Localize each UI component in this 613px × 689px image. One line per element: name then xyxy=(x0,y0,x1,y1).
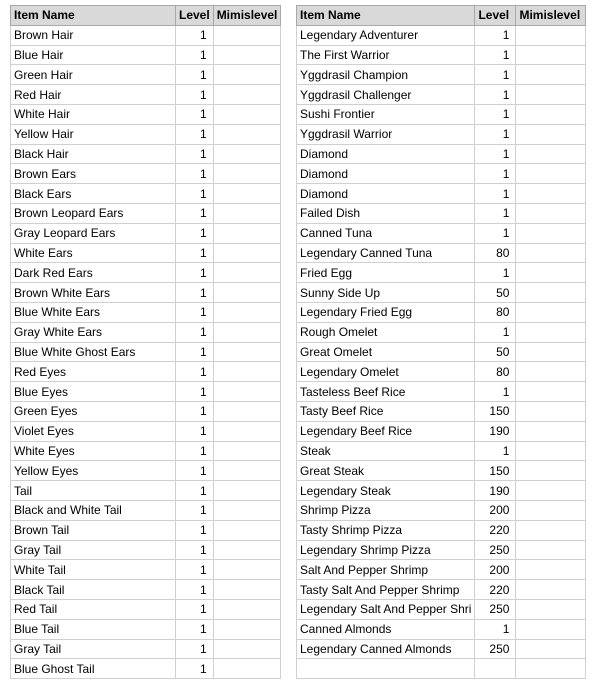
level-cell[interactable]: 1 xyxy=(176,104,214,124)
item-name-cell[interactable]: Black Ears xyxy=(11,184,176,204)
table-row xyxy=(297,164,586,184)
level-cell[interactable]: 200 xyxy=(475,560,516,580)
header-row xyxy=(297,6,586,26)
header-item-name[interactable]: Item Name xyxy=(297,6,475,26)
level-cell[interactable]: 1 xyxy=(176,184,214,204)
table-row xyxy=(297,639,586,659)
header-mimislevel[interactable]: Mimislevel xyxy=(213,6,281,26)
mimislevel-cell[interactable] xyxy=(213,104,281,124)
table-row xyxy=(11,45,281,65)
item-name-cell[interactable]: White Tail xyxy=(11,560,176,580)
mimislevel-cell[interactable] xyxy=(213,619,281,639)
item-name-cell[interactable]: Brown Leopard Ears xyxy=(11,203,176,223)
table-row xyxy=(11,481,281,501)
level-cell[interactable]: 80 xyxy=(475,362,516,382)
item-name-cell[interactable]: Sushi Frontier xyxy=(297,104,475,124)
level-cell[interactable]: 1 xyxy=(176,560,214,580)
item-name-cell[interactable]: White Ears xyxy=(11,243,176,263)
table-row xyxy=(297,322,586,342)
mimislevel-cell[interactable] xyxy=(516,25,586,45)
table-row xyxy=(297,599,586,619)
mimislevel-cell[interactable] xyxy=(213,580,281,600)
mimislevel-cell[interactable] xyxy=(516,461,586,481)
level-cell[interactable]: 1 xyxy=(176,500,214,520)
item-name-cell[interactable]: Green Hair xyxy=(11,65,176,85)
item-name-cell[interactable]: Rough Omelet xyxy=(297,322,475,342)
table-row xyxy=(297,580,586,600)
item-name-cell[interactable]: Yellow Eyes xyxy=(11,461,176,481)
level-cell[interactable]: 1 xyxy=(176,362,214,382)
level-cell[interactable]: 80 xyxy=(475,243,516,263)
level-cell[interactable]: 1 xyxy=(475,45,516,65)
level-cell[interactable]: 1 xyxy=(176,580,214,600)
mimislevel-cell[interactable] xyxy=(213,401,281,421)
item-name-cell[interactable]: Tasty Salt And Pepper Shrimp xyxy=(297,580,475,600)
table-row xyxy=(297,203,586,223)
level-cell[interactable]: 1 xyxy=(176,164,214,184)
table-row xyxy=(11,302,281,322)
level-cell[interactable]: 1 xyxy=(176,659,214,679)
mimislevel-cell[interactable] xyxy=(213,45,281,65)
mimislevel-cell[interactable] xyxy=(516,362,586,382)
item-name-cell[interactable]: Blue White Ghost Ears xyxy=(11,342,176,362)
item-name-cell[interactable]: Tasty Beef Rice xyxy=(297,401,475,421)
item-name-cell[interactable]: Canned Almonds xyxy=(297,619,475,639)
item-name-cell[interactable]: Yellow Hair xyxy=(11,124,176,144)
level-cell[interactable]: 1 xyxy=(176,639,214,659)
level-cell[interactable]: 1 xyxy=(176,65,214,85)
table-row xyxy=(297,619,586,639)
level-cell[interactable]: 1 xyxy=(176,599,214,619)
level-cell[interactable]: 1 xyxy=(475,382,516,402)
item-name-cell[interactable]: Failed Dish xyxy=(297,203,475,223)
mimislevel-cell[interactable] xyxy=(213,342,281,362)
table-row xyxy=(11,560,281,580)
mimislevel-cell[interactable] xyxy=(213,85,281,105)
table-row xyxy=(11,164,281,184)
mimislevel-cell[interactable] xyxy=(516,619,586,639)
table-row xyxy=(297,362,586,382)
mimislevel-cell[interactable] xyxy=(213,223,281,243)
mimislevel-cell[interactable] xyxy=(213,421,281,441)
item-name-cell[interactable]: Gray Tail xyxy=(11,639,176,659)
item-name-cell[interactable]: Steak xyxy=(297,441,475,461)
item-name-cell[interactable]: Legendary Adventurer xyxy=(297,25,475,45)
level-cell[interactable]: 50 xyxy=(475,283,516,303)
level-cell[interactable]: 220 xyxy=(475,520,516,540)
mimislevel-cell[interactable] xyxy=(516,45,586,65)
level-cell[interactable]: 1 xyxy=(176,441,214,461)
table-row xyxy=(11,639,281,659)
header-level[interactable]: Level xyxy=(176,6,214,26)
mimislevel-cell[interactable] xyxy=(213,599,281,619)
item-name-cell[interactable]: White Eyes xyxy=(11,441,176,461)
item-name-cell[interactable]: Fried Egg xyxy=(297,263,475,283)
table-row xyxy=(297,104,586,124)
level-cell[interactable]: 1 xyxy=(176,619,214,639)
item-name-cell[interactable]: Gray Tail xyxy=(11,540,176,560)
item-name-cell[interactable]: Yggdrasil Challenger xyxy=(297,85,475,105)
table-row xyxy=(11,461,281,481)
level-cell[interactable]: 1 xyxy=(475,619,516,639)
item-name-cell[interactable]: Brown White Ears xyxy=(11,283,176,303)
level-cell[interactable]: 1 xyxy=(176,283,214,303)
item-name-cell[interactable]: Great Steak xyxy=(297,461,475,481)
table-row xyxy=(11,104,281,124)
item-name-cell[interactable]: Legendary Shrimp Pizza xyxy=(297,540,475,560)
level-cell[interactable]: 1 xyxy=(176,520,214,540)
item-name-cell[interactable]: Tail xyxy=(11,481,176,501)
item-name-cell[interactable]: White Hair xyxy=(11,104,176,124)
mimislevel-cell[interactable] xyxy=(516,540,586,560)
mimislevel-cell[interactable] xyxy=(213,203,281,223)
item-name-cell[interactable]: Red Tail xyxy=(11,599,176,619)
mimislevel-cell[interactable] xyxy=(516,223,586,243)
item-name-cell[interactable]: Red Eyes xyxy=(11,362,176,382)
table-row xyxy=(297,25,586,45)
level-cell[interactable]: 1 xyxy=(475,65,516,85)
level-cell[interactable]: 1 xyxy=(176,302,214,322)
mimislevel-cell[interactable] xyxy=(213,500,281,520)
mimislevel-cell[interactable] xyxy=(516,401,586,421)
table-row xyxy=(297,659,586,679)
table-row xyxy=(297,45,586,65)
item-name-cell[interactable]: Legendary Salt And Pepper Shri xyxy=(297,599,475,619)
level-cell[interactable]: 1 xyxy=(176,401,214,421)
table-row xyxy=(297,500,586,520)
table-row xyxy=(11,144,281,164)
table-row xyxy=(11,599,281,619)
level-cell[interactable]: 1 xyxy=(475,85,516,105)
mimislevel-cell[interactable] xyxy=(516,85,586,105)
item-name-cell[interactable]: Black Hair xyxy=(11,144,176,164)
item-name-cell[interactable]: Blue Hair xyxy=(11,45,176,65)
item-name-cell[interactable]: Gray White Ears xyxy=(11,322,176,342)
level-cell[interactable]: 150 xyxy=(475,401,516,421)
mimislevel-cell[interactable] xyxy=(516,441,586,461)
mimislevel-cell[interactable] xyxy=(213,540,281,560)
item-name-cell[interactable]: Shrimp Pizza xyxy=(297,500,475,520)
table-row xyxy=(297,560,586,580)
table-row xyxy=(11,203,281,223)
level-cell[interactable]: 1 xyxy=(475,441,516,461)
level-cell[interactable]: 1 xyxy=(475,25,516,45)
item-name-cell[interactable]: Green Eyes xyxy=(11,401,176,421)
item-name-cell[interactable]: Blue Tail xyxy=(11,619,176,639)
mimislevel-cell[interactable] xyxy=(516,421,586,441)
item-name-cell[interactable]: Legendary Fried Egg xyxy=(297,302,475,322)
table-row xyxy=(297,223,586,243)
level-cell[interactable]: 1 xyxy=(176,481,214,501)
table-row xyxy=(297,382,586,402)
mimislevel-cell[interactable] xyxy=(213,65,281,85)
level-cell[interactable]: 1 xyxy=(176,85,214,105)
table-row xyxy=(297,441,586,461)
table-row xyxy=(11,619,281,639)
level-cell[interactable]: 1 xyxy=(475,184,516,204)
mimislevel-cell[interactable] xyxy=(213,184,281,204)
level-cell[interactable]: 250 xyxy=(475,599,516,619)
level-cell[interactable]: 250 xyxy=(475,540,516,560)
mimislevel-cell[interactable] xyxy=(516,302,586,322)
item-name-cell[interactable]: Legendary Omelet xyxy=(297,362,475,382)
mimislevel-cell[interactable] xyxy=(516,164,586,184)
table-row xyxy=(297,421,586,441)
mimislevel-cell[interactable] xyxy=(213,560,281,580)
item-name-cell[interactable]: Brown Ears xyxy=(11,164,176,184)
level-cell[interactable]: 1 xyxy=(176,263,214,283)
table-row xyxy=(11,65,281,85)
mimislevel-cell[interactable] xyxy=(213,520,281,540)
left-table xyxy=(10,5,281,679)
level-cell[interactable]: 1 xyxy=(475,104,516,124)
item-name-cell[interactable]: Red Hair xyxy=(11,85,176,105)
table-row xyxy=(11,441,281,461)
mimislevel-cell[interactable] xyxy=(213,164,281,184)
mimislevel-cell[interactable] xyxy=(213,263,281,283)
mimislevel-cell[interactable] xyxy=(516,599,586,619)
table-row xyxy=(11,124,281,144)
table-row xyxy=(297,263,586,283)
item-name-cell[interactable]: Gray Leopard Ears xyxy=(11,223,176,243)
header-level[interactable]: Level xyxy=(475,6,516,26)
level-cell[interactable]: 1 xyxy=(176,243,214,263)
item-name-cell[interactable]: Legendary Beef Rice xyxy=(297,421,475,441)
item-name-cell[interactable]: Blue Eyes xyxy=(11,382,176,402)
item-name-cell[interactable]: Sunny Side Up xyxy=(297,283,475,303)
item-name-cell[interactable] xyxy=(297,659,475,679)
item-name-cell[interactable]: Black and White Tail xyxy=(11,500,176,520)
table-row xyxy=(11,283,281,303)
table-row xyxy=(297,124,586,144)
mimislevel-cell[interactable] xyxy=(516,243,586,263)
table-row xyxy=(297,85,586,105)
level-cell[interactable]: 150 xyxy=(475,461,516,481)
table-row xyxy=(11,540,281,560)
mimislevel-cell[interactable] xyxy=(213,362,281,382)
level-cell[interactable]: 1 xyxy=(475,263,516,283)
level-cell[interactable]: 1 xyxy=(176,322,214,342)
table-row xyxy=(297,243,586,263)
table-row xyxy=(297,461,586,481)
mimislevel-cell[interactable] xyxy=(516,500,586,520)
level-cell[interactable]: 50 xyxy=(475,342,516,362)
mimislevel-cell[interactable] xyxy=(213,243,281,263)
item-name-cell[interactable]: Blue White Ears xyxy=(11,302,176,322)
table-row xyxy=(11,184,281,204)
table-row xyxy=(11,85,281,105)
item-name-cell[interactable]: Violet Eyes xyxy=(11,421,176,441)
level-cell[interactable]: 1 xyxy=(475,223,516,243)
level-cell[interactable]: 1 xyxy=(176,223,214,243)
item-name-cell[interactable]: Diamond xyxy=(297,184,475,204)
item-name-cell[interactable]: Black Tail xyxy=(11,580,176,600)
mimislevel-cell[interactable] xyxy=(516,283,586,303)
header-mimislevel[interactable]: Mimislevel xyxy=(516,6,586,26)
table-row xyxy=(297,401,586,421)
level-cell[interactable]: 1 xyxy=(176,421,214,441)
mimislevel-cell[interactable] xyxy=(516,659,586,679)
table-row xyxy=(11,25,281,45)
table-row xyxy=(11,243,281,263)
table-row xyxy=(11,500,281,520)
item-name-cell[interactable]: Legendary Canned Tuna xyxy=(297,243,475,263)
table-row xyxy=(11,421,281,441)
table-row xyxy=(11,520,281,540)
item-name-cell[interactable]: Legendary Steak xyxy=(297,481,475,501)
mimislevel-cell[interactable] xyxy=(213,322,281,342)
table-row xyxy=(297,184,586,204)
mimislevel-cell[interactable] xyxy=(213,283,281,303)
level-cell[interactable]: 1 xyxy=(176,461,214,481)
item-name-cell[interactable]: Dark Red Ears xyxy=(11,263,176,283)
level-cell[interactable]: 1 xyxy=(475,144,516,164)
mimislevel-cell[interactable] xyxy=(516,124,586,144)
table-row xyxy=(11,342,281,362)
level-cell[interactable] xyxy=(475,659,516,679)
mimislevel-cell[interactable] xyxy=(516,481,586,501)
level-cell[interactable]: 1 xyxy=(475,203,516,223)
level-cell[interactable]: 220 xyxy=(475,580,516,600)
mimislevel-cell[interactable] xyxy=(516,263,586,283)
mimislevel-cell[interactable] xyxy=(213,481,281,501)
mimislevel-cell[interactable] xyxy=(516,322,586,342)
item-name-cell[interactable]: Salt And Pepper Shrimp xyxy=(297,560,475,580)
mimislevel-cell[interactable] xyxy=(213,441,281,461)
right-table xyxy=(296,5,586,679)
table-row xyxy=(297,283,586,303)
item-name-cell[interactable]: Great Omelet xyxy=(297,342,475,362)
mimislevel-cell[interactable] xyxy=(516,342,586,362)
mimislevel-cell[interactable] xyxy=(213,659,281,679)
table-row xyxy=(297,144,586,164)
mimislevel-cell[interactable] xyxy=(516,144,586,164)
table-row xyxy=(11,322,281,342)
level-cell[interactable]: 190 xyxy=(475,481,516,501)
table-row xyxy=(11,659,281,679)
level-cell[interactable]: 1 xyxy=(176,540,214,560)
mimislevel-cell[interactable] xyxy=(516,65,586,85)
level-cell[interactable]: 1 xyxy=(475,164,516,184)
mimislevel-cell[interactable] xyxy=(516,580,586,600)
mimislevel-cell[interactable] xyxy=(213,639,281,659)
item-name-cell[interactable]: Legendary Canned Almonds xyxy=(297,639,475,659)
level-cell[interactable]: 1 xyxy=(176,342,214,362)
level-cell[interactable]: 1 xyxy=(176,144,214,164)
mimislevel-cell[interactable] xyxy=(213,461,281,481)
table-row xyxy=(11,382,281,402)
level-cell[interactable]: 1 xyxy=(176,382,214,402)
table-row xyxy=(11,223,281,243)
level-cell[interactable]: 1 xyxy=(475,124,516,144)
mimislevel-cell[interactable] xyxy=(213,382,281,402)
level-cell[interactable]: 1 xyxy=(176,203,214,223)
table-row xyxy=(11,263,281,283)
mimislevel-cell[interactable] xyxy=(516,184,586,204)
level-cell[interactable]: 1 xyxy=(176,124,214,144)
item-name-cell[interactable]: Yggdrasil Champion xyxy=(297,65,475,85)
mimislevel-cell[interactable] xyxy=(213,25,281,45)
level-cell[interactable]: 80 xyxy=(475,302,516,322)
mimislevel-cell[interactable] xyxy=(516,104,586,124)
mimislevel-cell[interactable] xyxy=(213,124,281,144)
table-row xyxy=(297,520,586,540)
level-cell[interactable]: 190 xyxy=(475,421,516,441)
item-name-cell[interactable]: Tasteless Beef Rice xyxy=(297,382,475,402)
header-item-name[interactable]: Item Name xyxy=(11,6,176,26)
level-cell[interactable]: 1 xyxy=(176,25,214,45)
table-row xyxy=(297,65,586,85)
table-row xyxy=(297,540,586,560)
item-name-cell[interactable]: Canned Tuna xyxy=(297,223,475,243)
mimislevel-cell[interactable] xyxy=(516,639,586,659)
table-row xyxy=(11,362,281,382)
table-row xyxy=(297,342,586,362)
mimislevel-cell[interactable] xyxy=(516,520,586,540)
table-row xyxy=(11,401,281,421)
table-row xyxy=(11,580,281,600)
item-name-cell[interactable]: Diamond xyxy=(297,144,475,164)
item-name-cell[interactable]: Diamond xyxy=(297,164,475,184)
level-cell[interactable]: 200 xyxy=(475,500,516,520)
mimislevel-cell[interactable] xyxy=(516,203,586,223)
item-name-cell[interactable]: Brown Hair xyxy=(11,25,176,45)
item-name-cell[interactable]: Yggdrasil Warrior xyxy=(297,124,475,144)
mimislevel-cell[interactable] xyxy=(516,382,586,402)
level-cell[interactable]: 1 xyxy=(176,45,214,65)
level-cell[interactable]: 1 xyxy=(475,322,516,342)
level-cell[interactable]: 250 xyxy=(475,639,516,659)
item-name-cell[interactable]: Brown Tail xyxy=(11,520,176,540)
mimislevel-cell[interactable] xyxy=(213,144,281,164)
item-name-cell[interactable]: The First Warrior xyxy=(297,45,475,65)
item-name-cell[interactable]: Blue Ghost Tail xyxy=(11,659,176,679)
table-row xyxy=(297,302,586,322)
item-name-cell[interactable]: Tasty Shrimp Pizza xyxy=(297,520,475,540)
header-row xyxy=(11,6,281,26)
table-row xyxy=(297,481,586,501)
mimislevel-cell[interactable] xyxy=(213,302,281,322)
left-table-body xyxy=(11,25,281,678)
right-table-body xyxy=(297,25,586,678)
mimislevel-cell[interactable] xyxy=(516,560,586,580)
